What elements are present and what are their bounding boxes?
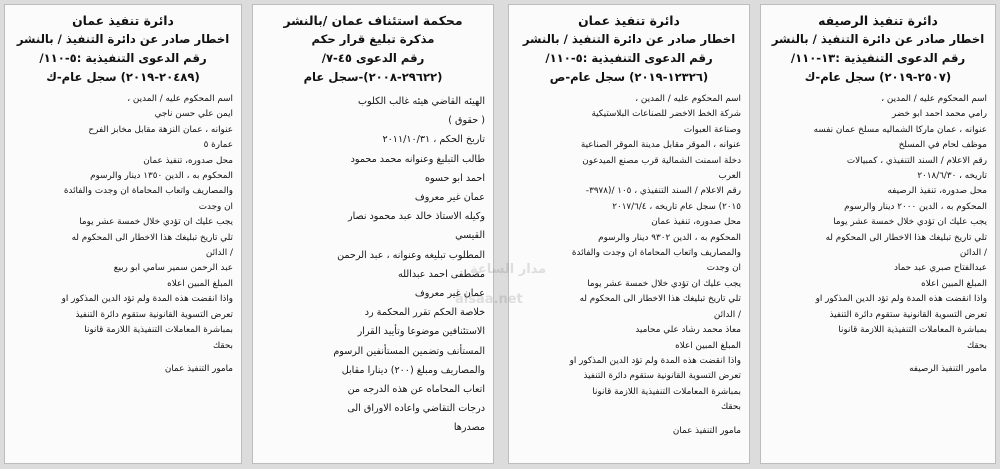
notice-line: الاستئنافين موضوعا وتأييد القرار	[357, 326, 485, 338]
notice-signature: مامور التنفيذ الرصيفه	[909, 363, 987, 374]
notice-subtitle: اخطار صادر عن دائرة التنفيذ / بالنشر	[771, 32, 985, 46]
notice-line: شركة الخط الاخضر للصناعات البلاستيكية	[591, 109, 741, 120]
notice-title: دائرة تنفيذ عمان	[578, 13, 680, 28]
notice-line: اسم المحكوم عليه / المدين ،	[881, 94, 987, 104]
case-number: رقم الدعوى ٤٥-٧/	[321, 51, 425, 65]
notice-line: تعرض التسوية القانونية ستقوم دائرة التنفيذ	[829, 309, 987, 320]
notice-header	[517, 11, 741, 87]
notice-line: محل صدوره، تنفيذ عمان	[651, 217, 741, 228]
notice-line: رقم الاعلام / السند التنفيذي ، ١٠٥ /(٣٩٧٨-	[585, 186, 741, 197]
notice-body	[517, 92, 741, 416]
notice-line: ايمن علي حسن ناجي	[154, 109, 233, 120]
notice-panel-amman-green-line	[508, 4, 750, 464]
case-record: (٢٩٦٢٢-٢٠٠٨)-سجل عام	[303, 70, 443, 84]
notice-line: ( حقوق )	[448, 115, 485, 127]
notice-line: تاريخه ، ٢٠١٨/٦/٣٠	[917, 171, 987, 182]
notice-line: / الدائن	[205, 248, 233, 259]
notice-line: بمباشرة المعاملات التنفيذية اللازمة قانونا	[84, 325, 233, 336]
notice-line: المستأنف وتضمين المستأنفين الرسوم	[333, 345, 485, 357]
notice-line: اسم المحكوم عليه / المدين ،	[635, 94, 741, 104]
notice-line: المبلغ المبين اعلاه	[921, 278, 987, 289]
case-number: رقم الدعوى التنفيذية :٥-١١٠/	[545, 51, 713, 65]
notice-line: محل صدوره، تنفيذ عمان	[143, 155, 233, 166]
notice-line: تاريخ الحكم ، ٢٠١١/١٠/٣١	[382, 134, 485, 146]
notice-line: بحقك	[967, 340, 987, 351]
case-record: (٢٠٤٨٩-٢٠١٩) سجل عام-ك	[46, 70, 200, 84]
watermark-url: alsaa.net	[455, 292, 523, 307]
notice-line: اتعاب المحاماه عن هذه الدرجه من	[347, 384, 485, 396]
notice-line: والمصاريف واتعاب المحاماة ان وجدت والفائدة	[571, 248, 741, 259]
notice-subtitle: مذكرة تبليغ قرار حكم	[311, 32, 435, 46]
notice-line: مصدرها	[453, 422, 485, 434]
notice-line: بمباشرة المعاملات التنفيذية اللازمة قانونا	[592, 386, 741, 397]
notice-line: تلي تاريخ تبليغك هذا الاخطار الى المحكوم له	[825, 232, 987, 243]
notice-line: عنوانه ، عمان النزهة مقابل مخابز الفرح	[88, 124, 233, 135]
notice-line: بمباشرة المعاملات التنفيذية اللازمة قانونا	[838, 325, 987, 336]
notice-line: بحقك	[721, 402, 741, 413]
notice-body	[13, 92, 233, 354]
case-record: (١٢٣٢٦-٢٠١٩) سجل عام-ص	[549, 70, 709, 84]
notice-title: دائرة تنفيذ عمان	[72, 13, 174, 28]
notice-line: عمارة ٥	[203, 140, 233, 151]
notice-line: عنوانه ، عمان ماركا الشماليه مسلخ عمان نفسه	[813, 124, 987, 135]
notice-header	[261, 11, 485, 87]
notice-line: والمصاريف ومبلغ (٢٠٠) دينارا مقابل	[341, 364, 485, 376]
notice-line: عمان غير معروف	[414, 192, 485, 204]
notice-line: الهيئه القاضي هيئه غالب الكلوب	[358, 96, 485, 107]
case-number: رقم الدعوى التنفيذية :٥-١١٠/	[39, 51, 207, 65]
case-number: رقم الدعوى التنفيذية :١٣-١١٠/	[790, 51, 966, 65]
notice-line: وصناعة العبوات	[683, 124, 741, 135]
notice-line: تعرض التسوية القانونية ستقوم دائرة التنفيذ	[75, 309, 233, 320]
notice-line: عنوانه ، الموقر مقابل مدينة الموقر الصناعية	[580, 140, 741, 151]
notice-line: دخلة اسمنت الشمالية قرب مصنع الميدعون	[582, 155, 741, 166]
notice-line: المبلغ المبين اعلاه	[167, 278, 233, 289]
notice-line: ان وجدت	[706, 263, 741, 274]
notice-header	[13, 11, 233, 87]
notice-panel-amman-ayman	[4, 4, 242, 464]
notice-line: المحكوم به ، الدين ٩٣٠٢ دينار والرسوم	[598, 232, 741, 243]
notice-line: موظف لحام في المسلخ	[898, 140, 987, 151]
notice-title: دائرة تنفيذ الرصيفه	[818, 13, 938, 28]
notice-line: / الدائن	[959, 248, 987, 259]
notice-line: عبد الرحمن سمير سامي ابو ربيع	[113, 263, 233, 274]
notice-signature: مامور التنفيذ عمان	[672, 425, 741, 436]
notice-line: المحكوم به ، الدين ٢٠٠٠ دينار والرسوم	[844, 201, 987, 212]
notice-line: تلي تاريخ تبليغك هذا الاخطار الى المحكوم له	[579, 294, 741, 305]
notice-line: بحقك	[213, 340, 233, 351]
notice-line: احمد ابو حسوه	[424, 172, 485, 184]
notice-line: خلاصة الحكم تقرر المحكمة رد	[364, 307, 485, 319]
notice-line: يجب عليك ان تؤدي خلال خمسة عشر يوما	[587, 278, 741, 289]
notice-line: اسم المحكوم عليه / المدين ،	[127, 94, 233, 104]
notice-panel-rusaifa	[760, 4, 996, 464]
notice-line: العرب	[718, 171, 741, 182]
notice-line: رامي محمد احمد ابو خضر	[892, 109, 987, 120]
notice-title: محكمة استئناف عمان /بالنشر	[283, 13, 463, 28]
notice-line: تعرض التسوية القانونية ستقوم دائرة التنفيذ	[583, 371, 741, 382]
notice-line: عمان غير معروف	[414, 288, 485, 300]
notice-line: ٢٠١٥) سجل عام تاريخه ، ٢٠١٧/٦/٤	[612, 201, 741, 212]
notice-line: مصطفى احمد عبدالله	[397, 268, 485, 280]
watermark-arabic: مدار الساعة	[470, 262, 547, 277]
notice-line: المحكوم به ، الدين ١٣٥٠ دينار والرسوم	[90, 171, 233, 182]
notice-panel-appeal-court	[252, 4, 494, 464]
notice-line: واذا انقضت هذه المدة ولم تؤد الدين المذكور او	[61, 294, 233, 305]
notice-line: عبدالفتاح صبري عبد حماد	[893, 263, 987, 274]
notice-line: محل صدوره، تنفيذ الرصيفه	[887, 186, 987, 197]
notice-line: وكيله الاستاذ خالد عبد محمود نصار	[347, 211, 485, 223]
notice-line: ان وجدت	[198, 201, 233, 212]
notice-line: والمصاريف واتعاب المحاماة ان وجدت والفائدة	[63, 186, 233, 197]
notice-body	[261, 92, 485, 438]
notice-line: طالب التبليغ وعنوانه محمد محمود	[350, 153, 485, 165]
notice-body	[769, 92, 987, 354]
notice-header	[769, 11, 987, 87]
notice-line: المبلغ المبين اعلاه	[675, 340, 741, 351]
notice-line: تلي تاريخ تبليغك هذا الاخطار الى المحكوم له	[71, 232, 233, 243]
notice-line: القيسي	[455, 230, 485, 242]
notice-line: / الدائن	[713, 309, 741, 320]
notice-line: يجب عليك ان تؤدي خلال خمسة عشر يوما	[833, 217, 987, 228]
notice-subtitle: اخطار صادر عن دائرة التنفيذ / بالنشر	[16, 32, 230, 46]
notice-line: المطلوب تبليغه وعنوانه ، عبد الرحمن	[337, 249, 485, 261]
notice-signature: مامور التنفيذ عمان	[164, 363, 233, 374]
notice-line: واذا انقضت هذه المدة ولم تؤد الدين المذكور او	[815, 294, 987, 305]
case-record: (٢٥٠٧-٢٠١٩) سجل عام-ك	[804, 70, 952, 84]
notice-line: واذا انقضت هذه المدة ولم تؤد الدين المذكور او	[569, 355, 741, 366]
notice-line: رقم الاعلام / السند التنفيذي ، كمبيالات	[846, 155, 987, 166]
notice-subtitle: اخطار صادر عن دائرة التنفيذ / بالنشر	[522, 32, 736, 46]
notice-line: معاذ محمد رشاد علي محاميد	[635, 325, 741, 336]
notice-line: يجب عليك ان تؤدي خلال خمسة عشر يوما	[79, 217, 233, 228]
notice-line: درجات التقاضي واعاده الاوراق الى	[347, 403, 485, 415]
